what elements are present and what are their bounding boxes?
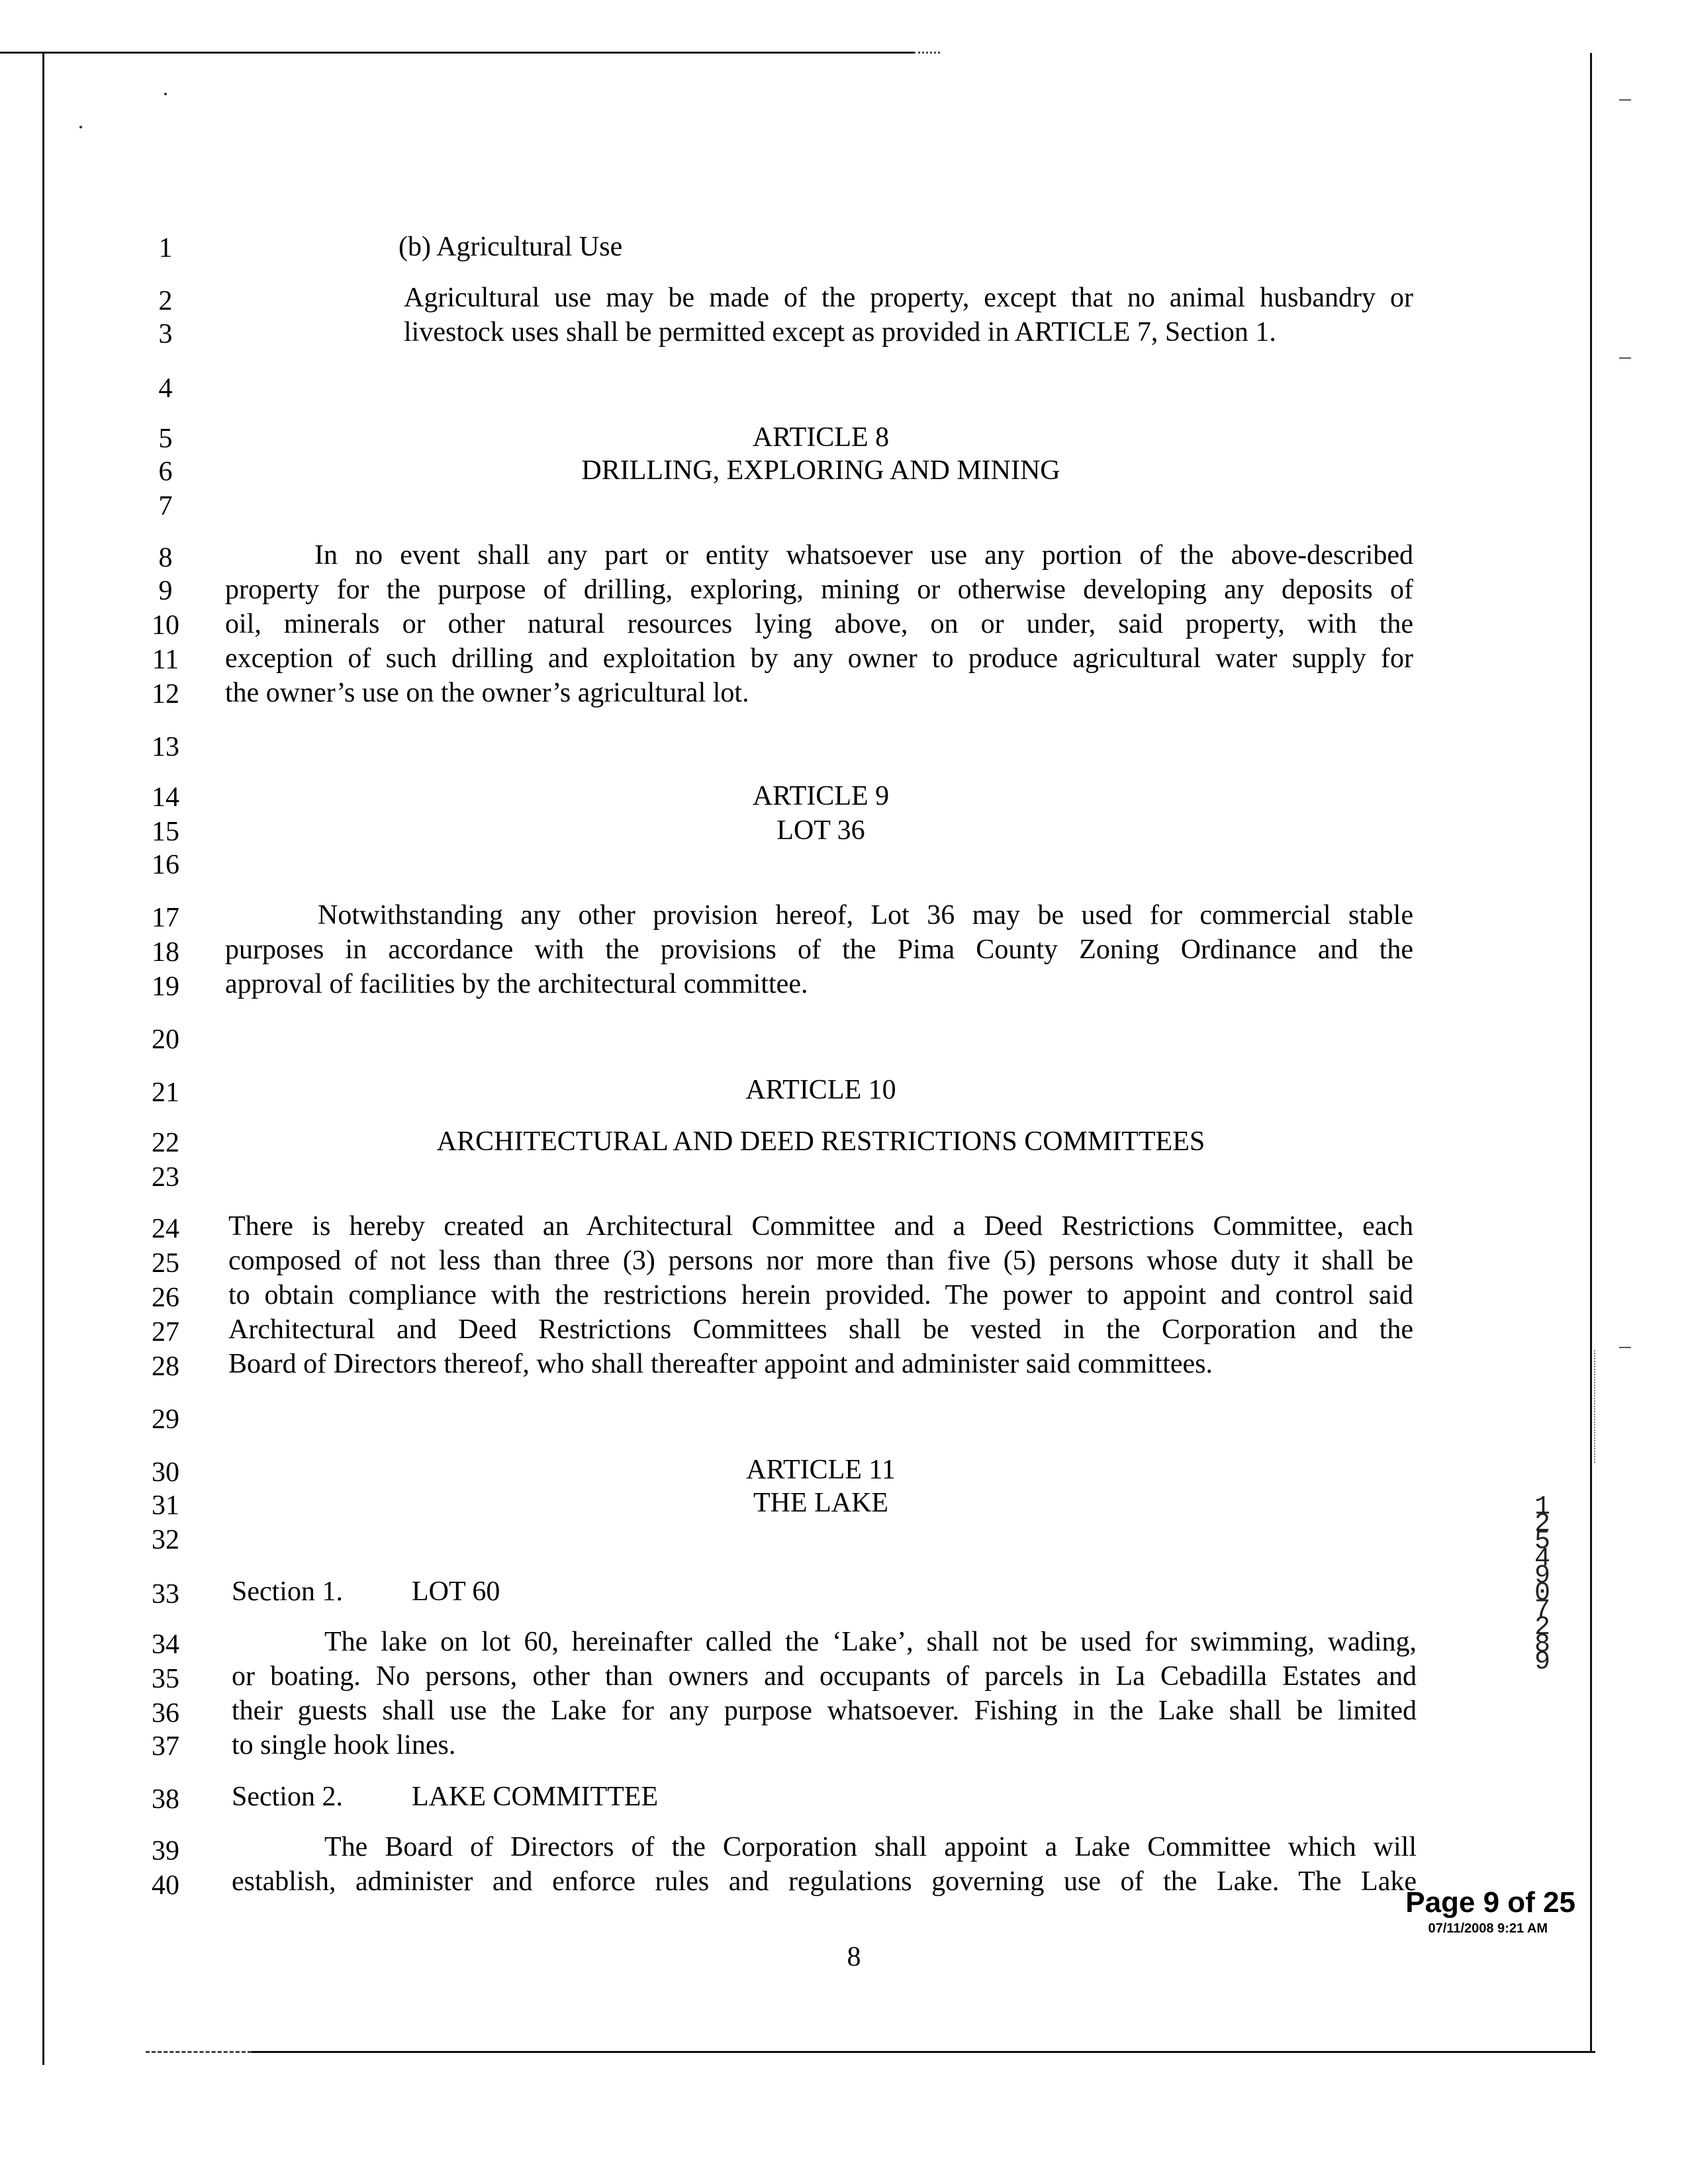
line-number: 20 — [152, 1024, 179, 1055]
article-10-title: ARTICLE 10 — [745, 1075, 896, 1105]
paragraph-line: Board of Directors thereof, who shall thereafter appoint and administer said committees. — [228, 1349, 1213, 1379]
line-number: 8 — [158, 543, 173, 573]
line-number: 11 — [152, 645, 179, 675]
line-number: 27 — [152, 1317, 179, 1347]
scan-tick — [1619, 99, 1631, 101]
line-number: 40 — [152, 1870, 179, 1901]
paragraph-line: to obtain compliance with the restrictions herein provided. The power to appoint and control said — [228, 1280, 1413, 1310]
line-number: 38 — [152, 1784, 179, 1815]
page-of-label: Page 9 of 25 — [1405, 1886, 1575, 1919]
line-number: 25 — [152, 1248, 179, 1279]
line-number: 26 — [152, 1283, 179, 1313]
scan-speck — [79, 126, 82, 128]
line-number: 7 — [158, 491, 173, 522]
paragraph-line: composed of not less than three (3) persons nor more than five (5) persons whose duty it shall be — [228, 1246, 1413, 1276]
paragraph-line: exception of such drilling and exploitation by any owner to produce agricultural water supply for — [225, 643, 1413, 674]
article-9-subtitle: LOT 36 — [776, 815, 865, 846]
scan-border-top-dash — [914, 52, 940, 54]
scan-border-bottom-dash — [146, 2051, 252, 2053]
article-11-subtitle: THE LAKE — [753, 1488, 889, 1518]
line-number: 6 — [158, 457, 173, 487]
line-number: 24 — [152, 1214, 179, 1244]
article-8-subtitle: DRILLING, EXPLORING AND MINING — [581, 455, 1060, 486]
scan-border-right — [1590, 53, 1592, 2052]
line-number: 22 — [152, 1128, 179, 1158]
line-number: 2 — [158, 286, 173, 316]
line-number: 12 — [152, 679, 179, 709]
paragraph-line: oil, minerals or other natural resources lying above, on or under, said property, with the — [225, 609, 1413, 639]
section-2-title: LAKE COMMITTEE — [412, 1782, 659, 1812]
line-number: 9 — [158, 576, 173, 606]
paragraph-line: their guests shall use the Lake for any purpose whatsoever. Fishing in the Lake shall be limited — [232, 1696, 1417, 1726]
line-number: 3 — [158, 319, 173, 349]
scan-tick — [1619, 357, 1631, 359]
agricultural-use-heading: (b) Agricultural Use — [399, 232, 623, 262]
paragraph-line: or boating. No persons, other than owners and occupants of parcels in La Cebadilla Estates and — [232, 1661, 1417, 1692]
paragraph-line: In no event shall any part or entity whatsoever use any portion of the above-described — [314, 540, 1413, 570]
line-number: 34 — [152, 1629, 179, 1660]
section-2-label: Section 2. — [232, 1782, 343, 1812]
paragraph-line: There is hereby created an Architectural Committee and a Deed Restrictions Committee, each — [228, 1211, 1413, 1242]
line-number: 19 — [152, 972, 179, 1002]
scan-dots — [1594, 1350, 1595, 1463]
line-number: 14 — [152, 782, 179, 813]
line-number: 33 — [152, 1579, 179, 1610]
recording-stamp: 12549 07289 — [1534, 1492, 1567, 1677]
paragraph-line: establish, administer and enforce rules and regulations governing use of the Lake. The Lake — [232, 1866, 1417, 1897]
article-9-title: ARTICLE 9 — [752, 781, 890, 811]
line-number: 35 — [152, 1664, 179, 1694]
paragraph-line: Notwithstanding any other provision hereof, Lot 36 may be used for commercial stable — [318, 900, 1413, 931]
scan-border-top — [0, 52, 914, 54]
line-number: 28 — [152, 1351, 179, 1382]
line-number: 5 — [158, 424, 173, 454]
paragraph-line: purposes in accordance with the provisions of the Pima County Zoning Ordinance and the — [225, 934, 1413, 965]
scan-border-left — [42, 53, 44, 2065]
article-11-title: ARTICLE 11 — [746, 1455, 896, 1485]
page-timestamp: 07/11/2008 9:21 AM — [1428, 1921, 1548, 1936]
line-number: 21 — [152, 1077, 179, 1108]
article-10-subtitle: ARCHITECTURAL AND DEED RESTRICTIONS COMMITTEES — [436, 1126, 1205, 1157]
section-1-label: Section 1. — [232, 1576, 343, 1607]
paragraph-line: to single hook lines. — [232, 1730, 456, 1760]
line-number: 16 — [152, 850, 179, 880]
line-number: 17 — [152, 903, 179, 933]
paragraph-line: property for the purpose of drilling, exploring, mining or otherwise developing any deposits of — [225, 574, 1413, 605]
line-number: 30 — [152, 1457, 179, 1488]
page-number: 8 — [847, 1942, 861, 1972]
scan-tick — [1619, 1347, 1631, 1348]
line-number: 10 — [152, 610, 179, 641]
paragraph-line: The lake on lot 60, hereinafter called the ‘Lake’, shall not be used for swimming, wading, — [324, 1627, 1417, 1657]
line-number: 37 — [152, 1731, 179, 1762]
line-number: 31 — [152, 1490, 179, 1521]
section-1-title: LOT 60 — [412, 1576, 500, 1607]
line-number: 18 — [152, 937, 179, 968]
paragraph-line: The Board of Directors of the Corporation shall appoint a Lake Committee which will — [324, 1832, 1417, 1862]
scan-speck — [164, 93, 167, 95]
paragraph-line: Agricultural use may be made of the property, except that no animal husbandry or — [404, 283, 1413, 313]
line-number: 29 — [152, 1404, 179, 1435]
line-number: 4 — [158, 373, 173, 404]
line-number: 36 — [152, 1698, 179, 1729]
paragraph-line: Architectural and Deed Restrictions Committees shall be vested in the Corporation and the — [228, 1314, 1413, 1345]
article-8-title: ARTICLE 8 — [752, 422, 890, 453]
line-number: 13 — [152, 732, 179, 762]
line-number: 15 — [152, 817, 179, 847]
line-number: 23 — [152, 1162, 179, 1193]
scan-border-bottom — [252, 2051, 1595, 2053]
line-number: 39 — [152, 1836, 179, 1866]
line-number: 1 — [158, 233, 173, 263]
paragraph-line: approval of facilities by the architectural committee. — [225, 969, 808, 999]
line-number: 32 — [152, 1525, 179, 1555]
paragraph-line: the owner’s use on the owner’s agricultural lot. — [225, 678, 749, 708]
paragraph-line: livestock uses shall be permitted except as provided in ARTICLE 7, Section 1. — [404, 317, 1276, 347]
